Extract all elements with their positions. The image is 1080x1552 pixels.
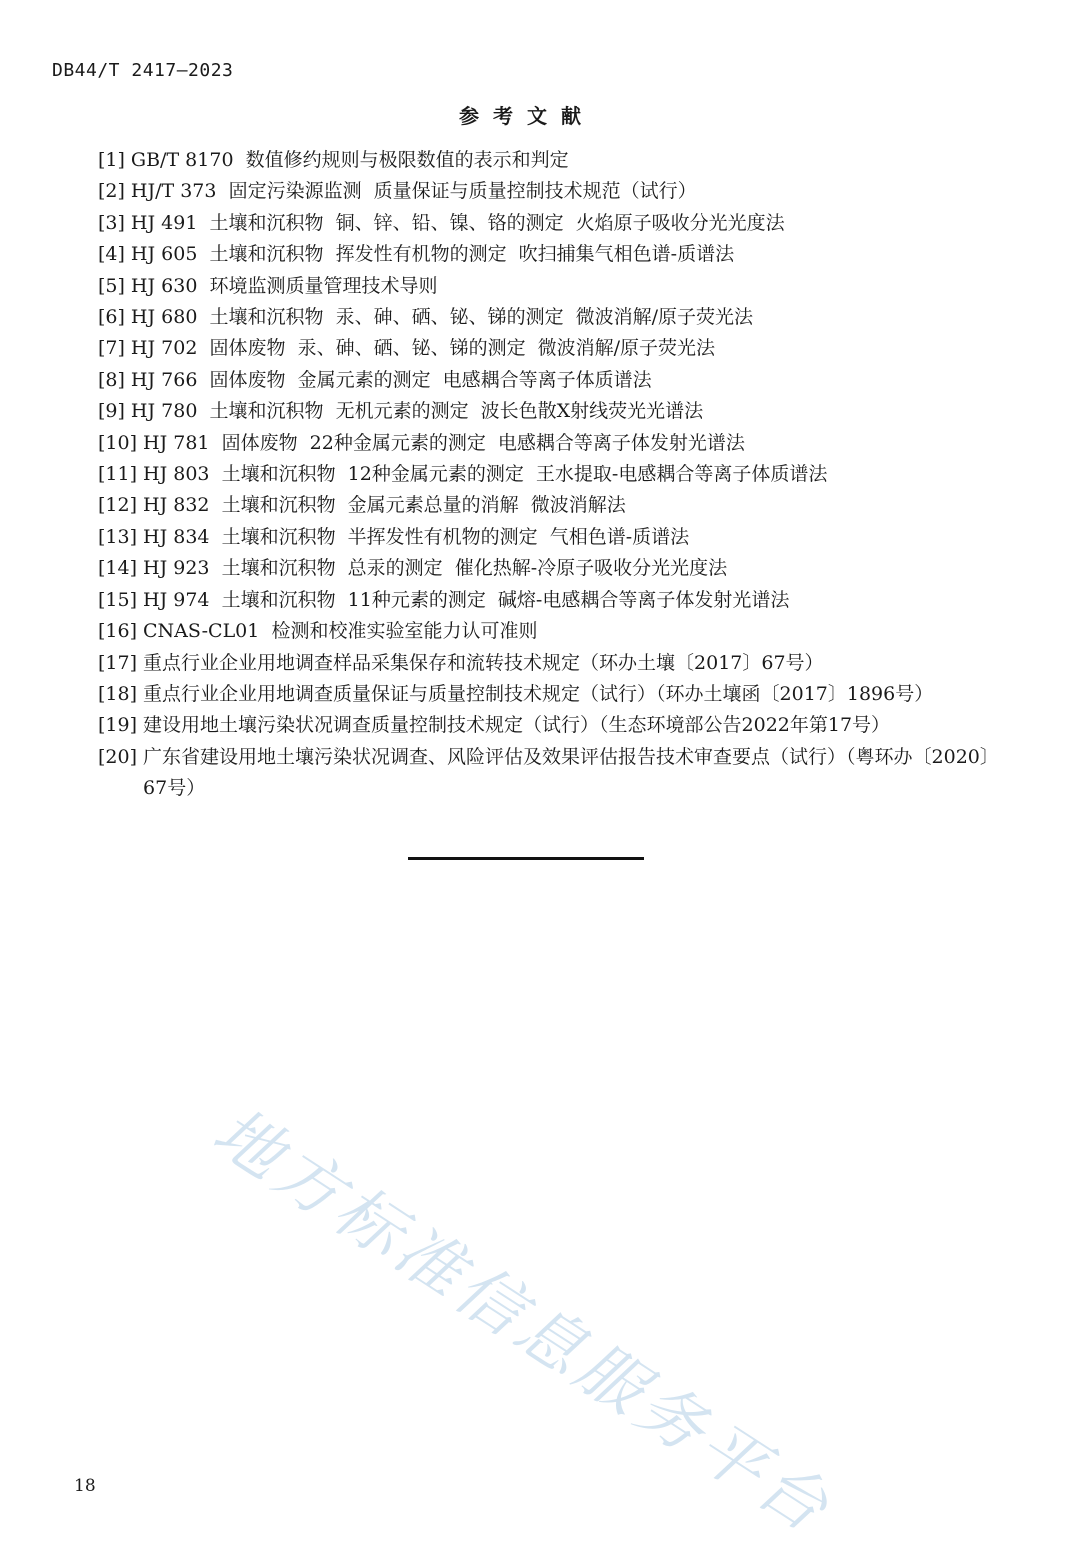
reference-item [98,616,1008,647]
reference-text: HJ 680 土壤和沉积物 汞、砷、硒、铋、锑的测定 微波消解/原子荧光法 [130,306,754,329]
end-rule [408,857,644,860]
reference-number: [13] [98,525,138,548]
reference-number: [2] [98,180,125,203]
reference-text: HJ 702 固体废物 汞、砷、硒、铋、锑的测定 微波消解/原子荧光法 [130,337,716,360]
reference-text: CNAS-CL01 检测和校准实验室能力认可准则 [143,620,538,643]
reference-text: HJ 974 土壤和沉积物 11种元素的测定 碱熔-电感耦合等离子体发射光谱法 [143,588,790,611]
reference-list [98,145,1008,805]
reference-item [98,239,1008,270]
reference-text: HJ 781 固体废物 22种金属元素的测定 电感耦合等离子体发射光谱法 [143,431,745,454]
reference-text: HJ 630 环境监测质量管理技术导则 [130,274,438,297]
watermark: 地方标准信息服务平台 [199,1092,846,1550]
reference-item [98,396,1008,427]
reference-number: [7] [98,337,125,360]
reference-number: [11] [98,463,138,486]
reference-text: HJ 832 土壤和沉积物 金属元素总量的消解 微波消解法 [143,494,626,517]
reference-text: GB/T 8170 数值修约规则与极限数值的表示和判定 [130,149,569,171]
reference-number: [18] [98,682,138,705]
reference-text: HJ/T 373 固定污染源监测 质量保证与质量控制技术规范（试行） [130,180,697,203]
reference-item [98,271,1008,302]
reference-text: 广东省建设用地土壤污染状况调查、风险评估及效果评估报告技术审查要点（试行）（粤环办〔2020〕67号） [143,745,990,800]
reference-text: HJ 803 土壤和沉积物 12种金属元素的测定 王水提取-电感耦合等离子体质谱法 [143,463,828,486]
reference-number: [12] [98,494,138,517]
reference-item [98,428,1008,459]
reference-item [98,553,1008,584]
reference-item [98,710,1008,741]
reference-number: [9] [98,400,125,423]
reference-item [98,648,1008,679]
reference-number: [17] [98,651,138,674]
page-number: 18 [74,1476,96,1496]
reference-item [98,459,1008,490]
reference-text: HJ 834 土壤和沉积物 半挥发性有机物的测定 气相色谱-质谱法 [143,525,690,548]
reference-text: HJ 766 固体废物 金属元素的测定 电感耦合等离子体质谱法 [130,368,652,391]
reference-text: 建设用地土壤污染状况调查质量控制技术规定（试行）（生态环境部公告2022年第17号） [143,714,891,737]
reference-number: [15] [98,588,138,611]
reference-item [98,522,1008,553]
reference-item [98,302,1008,333]
reference-number: [19] [98,714,138,737]
reference-item [98,145,1008,176]
reference-text: HJ 780 土壤和沉积物 无机元素的测定 波长色散X射线荧光光谱法 [130,400,704,423]
reference-item [98,585,1008,616]
reference-item [98,679,1008,710]
reference-number: [1] [98,149,125,171]
reference-number: [16] [98,620,138,643]
reference-number: [6] [98,306,125,329]
reference-number: [8] [98,368,125,391]
section-title: 参考文献 [459,104,595,128]
reference-text: HJ 923 土壤和沉积物 总汞的测定 催化热解-冷原子吸收分光光度法 [143,557,728,580]
document-code: DB44/T 2417—2023 [52,60,234,81]
reference-text: HJ 491 土壤和沉积物 铜、锌、铅、镍、铬的测定 火焰原子吸收分光光度法 [130,211,785,234]
reference-text: HJ 605 土壤和沉积物 挥发性有机物的测定 吹扫捕集气相色谱-质谱法 [130,243,735,266]
reference-text: 重点行业企业用地调查样品采集保存和流转技术规定（环办土壤〔2017〕67号） [143,651,824,674]
reference-number: [4] [98,243,125,266]
reference-number: [3] [98,211,125,234]
reference-number: [20] [98,745,138,768]
reference-item [98,490,1008,521]
reference-item [98,333,1008,364]
reference-number: [14] [98,557,138,580]
reference-item [98,742,1008,805]
reference-item [98,208,1008,239]
reference-number: [5] [98,274,125,297]
reference-number: [10] [98,431,138,454]
reference-item [98,176,1008,207]
reference-text: 重点行业企业用地调查质量保证与质量控制技术规定（试行）（环办土壤函〔2017〕1896号） [143,682,934,705]
reference-item [98,365,1008,396]
